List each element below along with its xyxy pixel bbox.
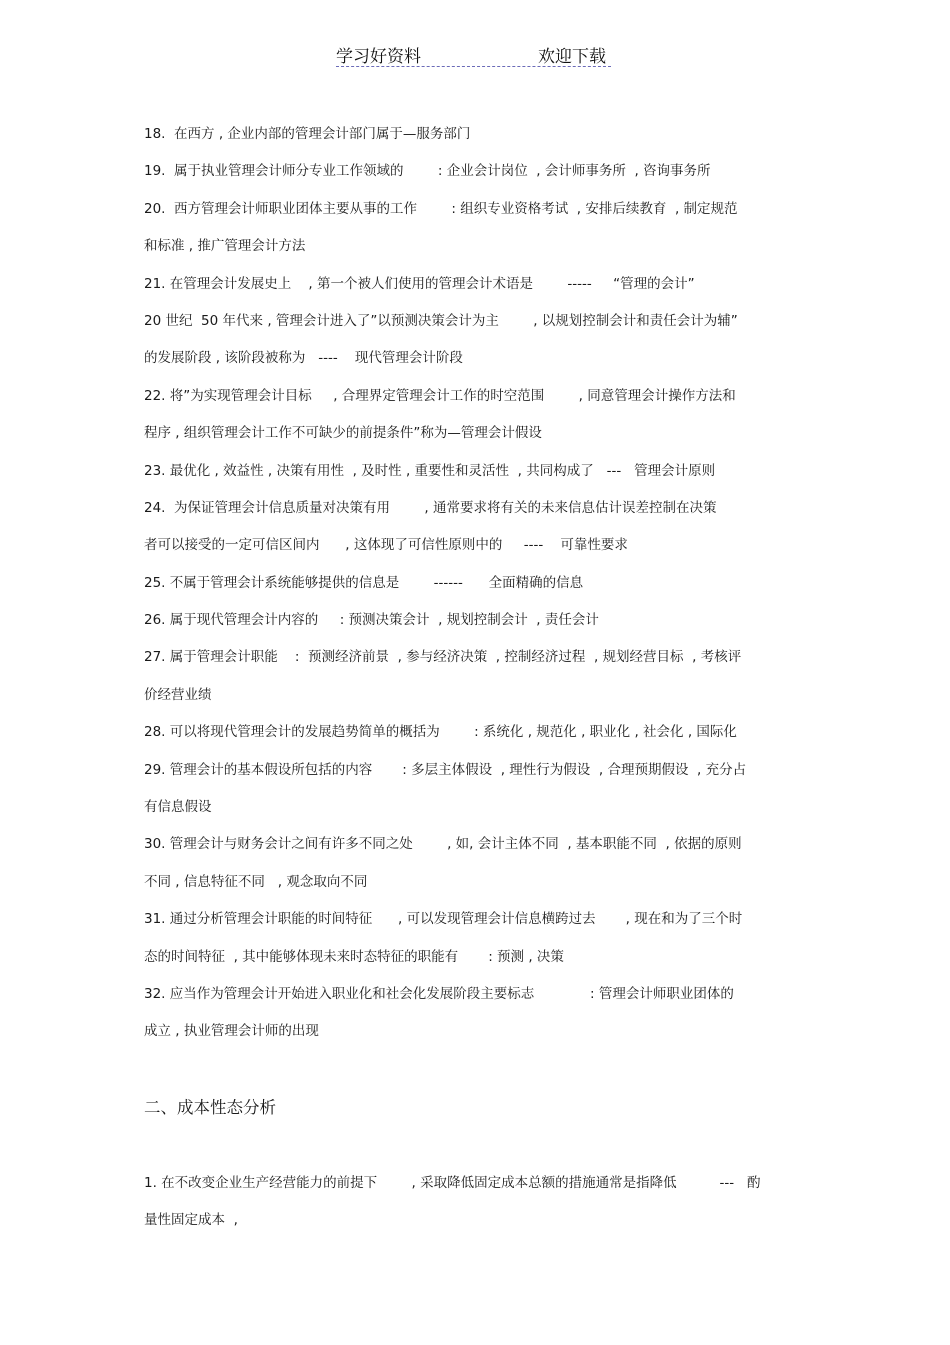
text-line: 价经营业绩 bbox=[144, 686, 212, 703]
header-left-text: 学习好资料 bbox=[336, 47, 421, 67]
text-line: 24. 为保证管理会计信息质量对决策有用 , 通常要求将有关的未来信息估计误差控制在决策 bbox=[144, 499, 717, 516]
section-question-list bbox=[144, 1168, 814, 1243]
text-line: 有信息假设 bbox=[144, 799, 212, 816]
text-line: 23. 最优化 , 效益性 , 决策有用性 , 及时性 , 重要性和灵活性 , 共同构成了 --- 管理会计原则 bbox=[144, 462, 716, 479]
header-right-text: 欢迎下载 bbox=[538, 47, 606, 67]
text-line: 1. 在不改变企业生产经营能力的前提下 , 采取降低固定成本总额的措施通常是指降低 --- 酌 bbox=[144, 1175, 761, 1191]
text-line: 32. 应当作为管理会计开始进入职业化和社会化发展阶段主要标志 : 管理会计师职业团体的 bbox=[144, 985, 734, 1002]
text-line: 26. 属于现代管理会计内容的 : 预测决策会计 , 规划控制会计 , 责任会计 bbox=[144, 612, 599, 629]
text-line: 和标准 , 推广管理会计方法 bbox=[144, 238, 306, 255]
section-title: 二、成本性态分析 bbox=[144, 1098, 276, 1117]
text-line: 者可以接受的一定可信区间内 , 这体现了可信性原则中的 ---- 可靠性要求 bbox=[144, 537, 628, 554]
text-line: 不同 , 信息特征不同 , 观念取向不同 bbox=[144, 873, 368, 890]
question-list bbox=[144, 119, 814, 1054]
page-header bbox=[336, 40, 611, 67]
text-line: 成立 , 执业管理会计师的出现 bbox=[144, 1023, 319, 1040]
text-line: 22. 将”为实现管理会计目标 , 合理界定管理会计工作的时空范围 , 同意管理会计操作方法和 bbox=[144, 387, 736, 404]
text-line: 量性固定成本 , bbox=[144, 1212, 238, 1229]
text-line: 程序 , 组织管理会计工作不可缺少的前提条件”称为—管理会计假设 bbox=[144, 425, 542, 442]
text-line: 29. 管理会计的基本假设所包括的内容 : 多层主体假设 , 理性行为假设 , 合理预期假设 , 充分占 bbox=[144, 761, 747, 778]
text-line: 28. 可以将现代管理会计的发展趋势简单的概括为 : 系统化 , 规范化 , 职业化 , 社会化 , 国际化 bbox=[144, 724, 737, 741]
text-line: 21. 在管理会计发展史上 , 第一个被人们使用的管理会计术语是 ----- “管理的会计” bbox=[144, 275, 695, 292]
text-line: 25. 不属于管理会计系统能够提供的信息是 ------ 全面精确的信息 bbox=[144, 574, 584, 591]
text-line: 19. 属于执业管理会计师分专业工作领域的 : 企业会计岗位 , 会计师事务所 , 咨询事务所 bbox=[144, 163, 711, 180]
text-line: 30. 管理会计与财务会计之间有许多不同之处 , 如, 会计主体不同 , 基本职能不同 , 依据的原则 bbox=[144, 836, 742, 853]
text-line: 20. 西方管理会计师职业团体主要从事的工作 : 组织专业资格考试 , 安排后续教育 , 制定规范 bbox=[144, 200, 738, 217]
text-line: 的发展阶段 , 该阶段被称为 ---- 现代管理会计阶段 bbox=[144, 350, 463, 367]
text-line: 态的时间特征 , 其中能够体现未来时态特征的职能有 : 预测 , 决策 bbox=[144, 948, 564, 965]
text-line: 20 世纪 50 年代来 , 管理会计进入了”以预测决策会计为主 , 以规划控制会计和责任会计为辅” bbox=[144, 312, 738, 329]
text-line: 18. 在西方 , 企业内部的管理会计部门属于—服务部门 bbox=[144, 126, 471, 142]
text-line: 27. 属于管理会计职能 : 预测经济前景 , 参与经济决策 , 控制经济过程 , 规划经营目标 , 考核评 bbox=[144, 649, 742, 666]
text-line: 31. 通过分析管理会计职能的时间特征 , 可以发现管理会计信息横跨过去 , 现在和为了三个时 bbox=[144, 911, 743, 928]
